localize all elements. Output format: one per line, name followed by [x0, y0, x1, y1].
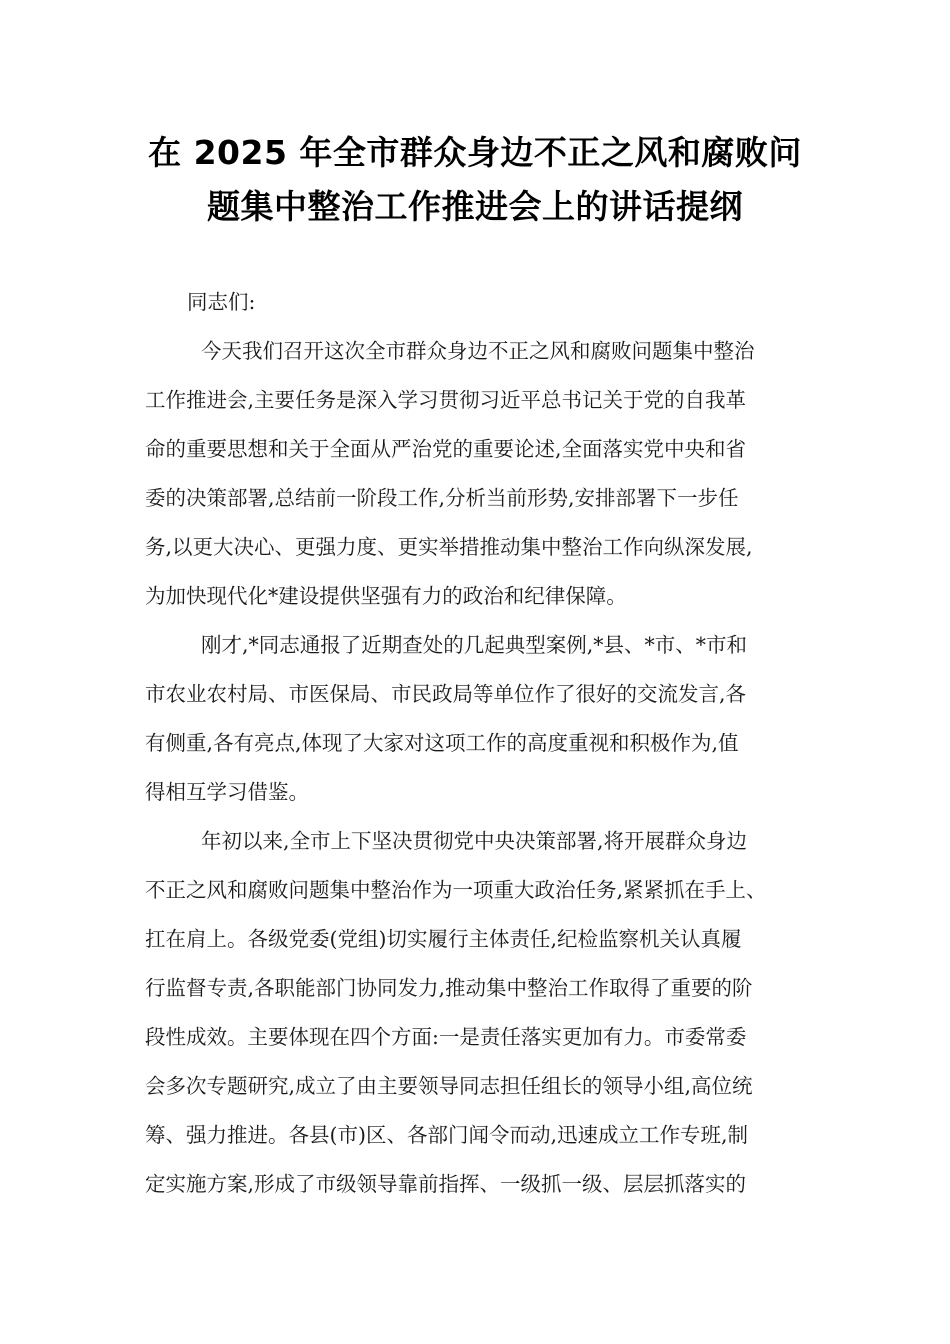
document-body	[145, 278, 815, 1209]
paragraph-line: 不正之风和腐败问题集中整治作为一项重大政治任务,紧紧抓在手上、	[145, 878, 767, 902]
paragraph-line: 有侧重,各有亮点,体现了大家对这项工作的高度重视和积极作为,值	[145, 731, 739, 755]
paragraph-line: 会多次专题研究,成立了由主要领导同志担任组长的领导小组,高位统	[145, 1074, 753, 1098]
paragraph-line: 筹、强力推进。各县(市)区、各部门闻令而动,迅速成立工作专班,制	[145, 1123, 749, 1147]
paragraph-line: 段性成效。主要体现在四个方面:一是责任落实更加有力。市委常委	[145, 1025, 747, 1049]
paragraph-1	[145, 327, 815, 621]
paragraph-line: 定实施方案,形成了市级领导靠前指挥、一级抓一级、层层抓落实的	[145, 1172, 747, 1196]
paragraph-line: 今天我们召开这次全市群众身边不正之风和腐败问题集中整治	[201, 339, 755, 363]
paragraph-line: 扛在肩上。各级党委(党组)切实履行主体责任,纪检监察机关认真履	[145, 927, 742, 951]
greeting: 同志们:	[187, 290, 256, 314]
paragraph-2	[145, 621, 815, 817]
title-line-1: 在 2025 年全市群众身边不正之风和腐败问	[148, 133, 802, 172]
paragraph-line: 务,以更大决心、更强力度、更实举措推动集中整治工作向纵深发展,	[145, 535, 753, 559]
title-line-2: 题集中整治工作推进会上的讲话提纲	[207, 187, 743, 226]
paragraph-line: 为加快现代化*建设提供坚强有力的政治和纪律保障。	[145, 584, 627, 608]
paragraph-line: 委的决策部署,总结前一阶段工作,分析当前形势,安排部署下一步任	[145, 486, 739, 510]
paragraph-line: 刚才,*同志通报了近期查处的几起典型案例,*县、*市、*市和	[201, 633, 748, 657]
paragraph-line: 年初以来,全市上下坚决贯彻党中央决策部署,将开展群众身边	[201, 829, 748, 853]
paragraph-line: 市农业农村局、市医保局、市民政局等单位作了很好的交流发言,各	[145, 682, 747, 706]
paragraph-line: 工作推进会,主要任务是深入学习贯彻习近平总书记关于党的自我革	[145, 388, 747, 412]
page-title	[100, 126, 850, 234]
paragraph-line: 得相互学习借鉴。	[145, 780, 309, 804]
paragraph-line: 行监督专责,各职能部门协同发力,推动集中整治工作取得了重要的阶	[145, 976, 753, 1000]
paragraph-3	[145, 817, 815, 1209]
paragraph-line: 命的重要思想和关于全面从严治党的重要论述,全面落实党中央和省	[145, 437, 747, 461]
